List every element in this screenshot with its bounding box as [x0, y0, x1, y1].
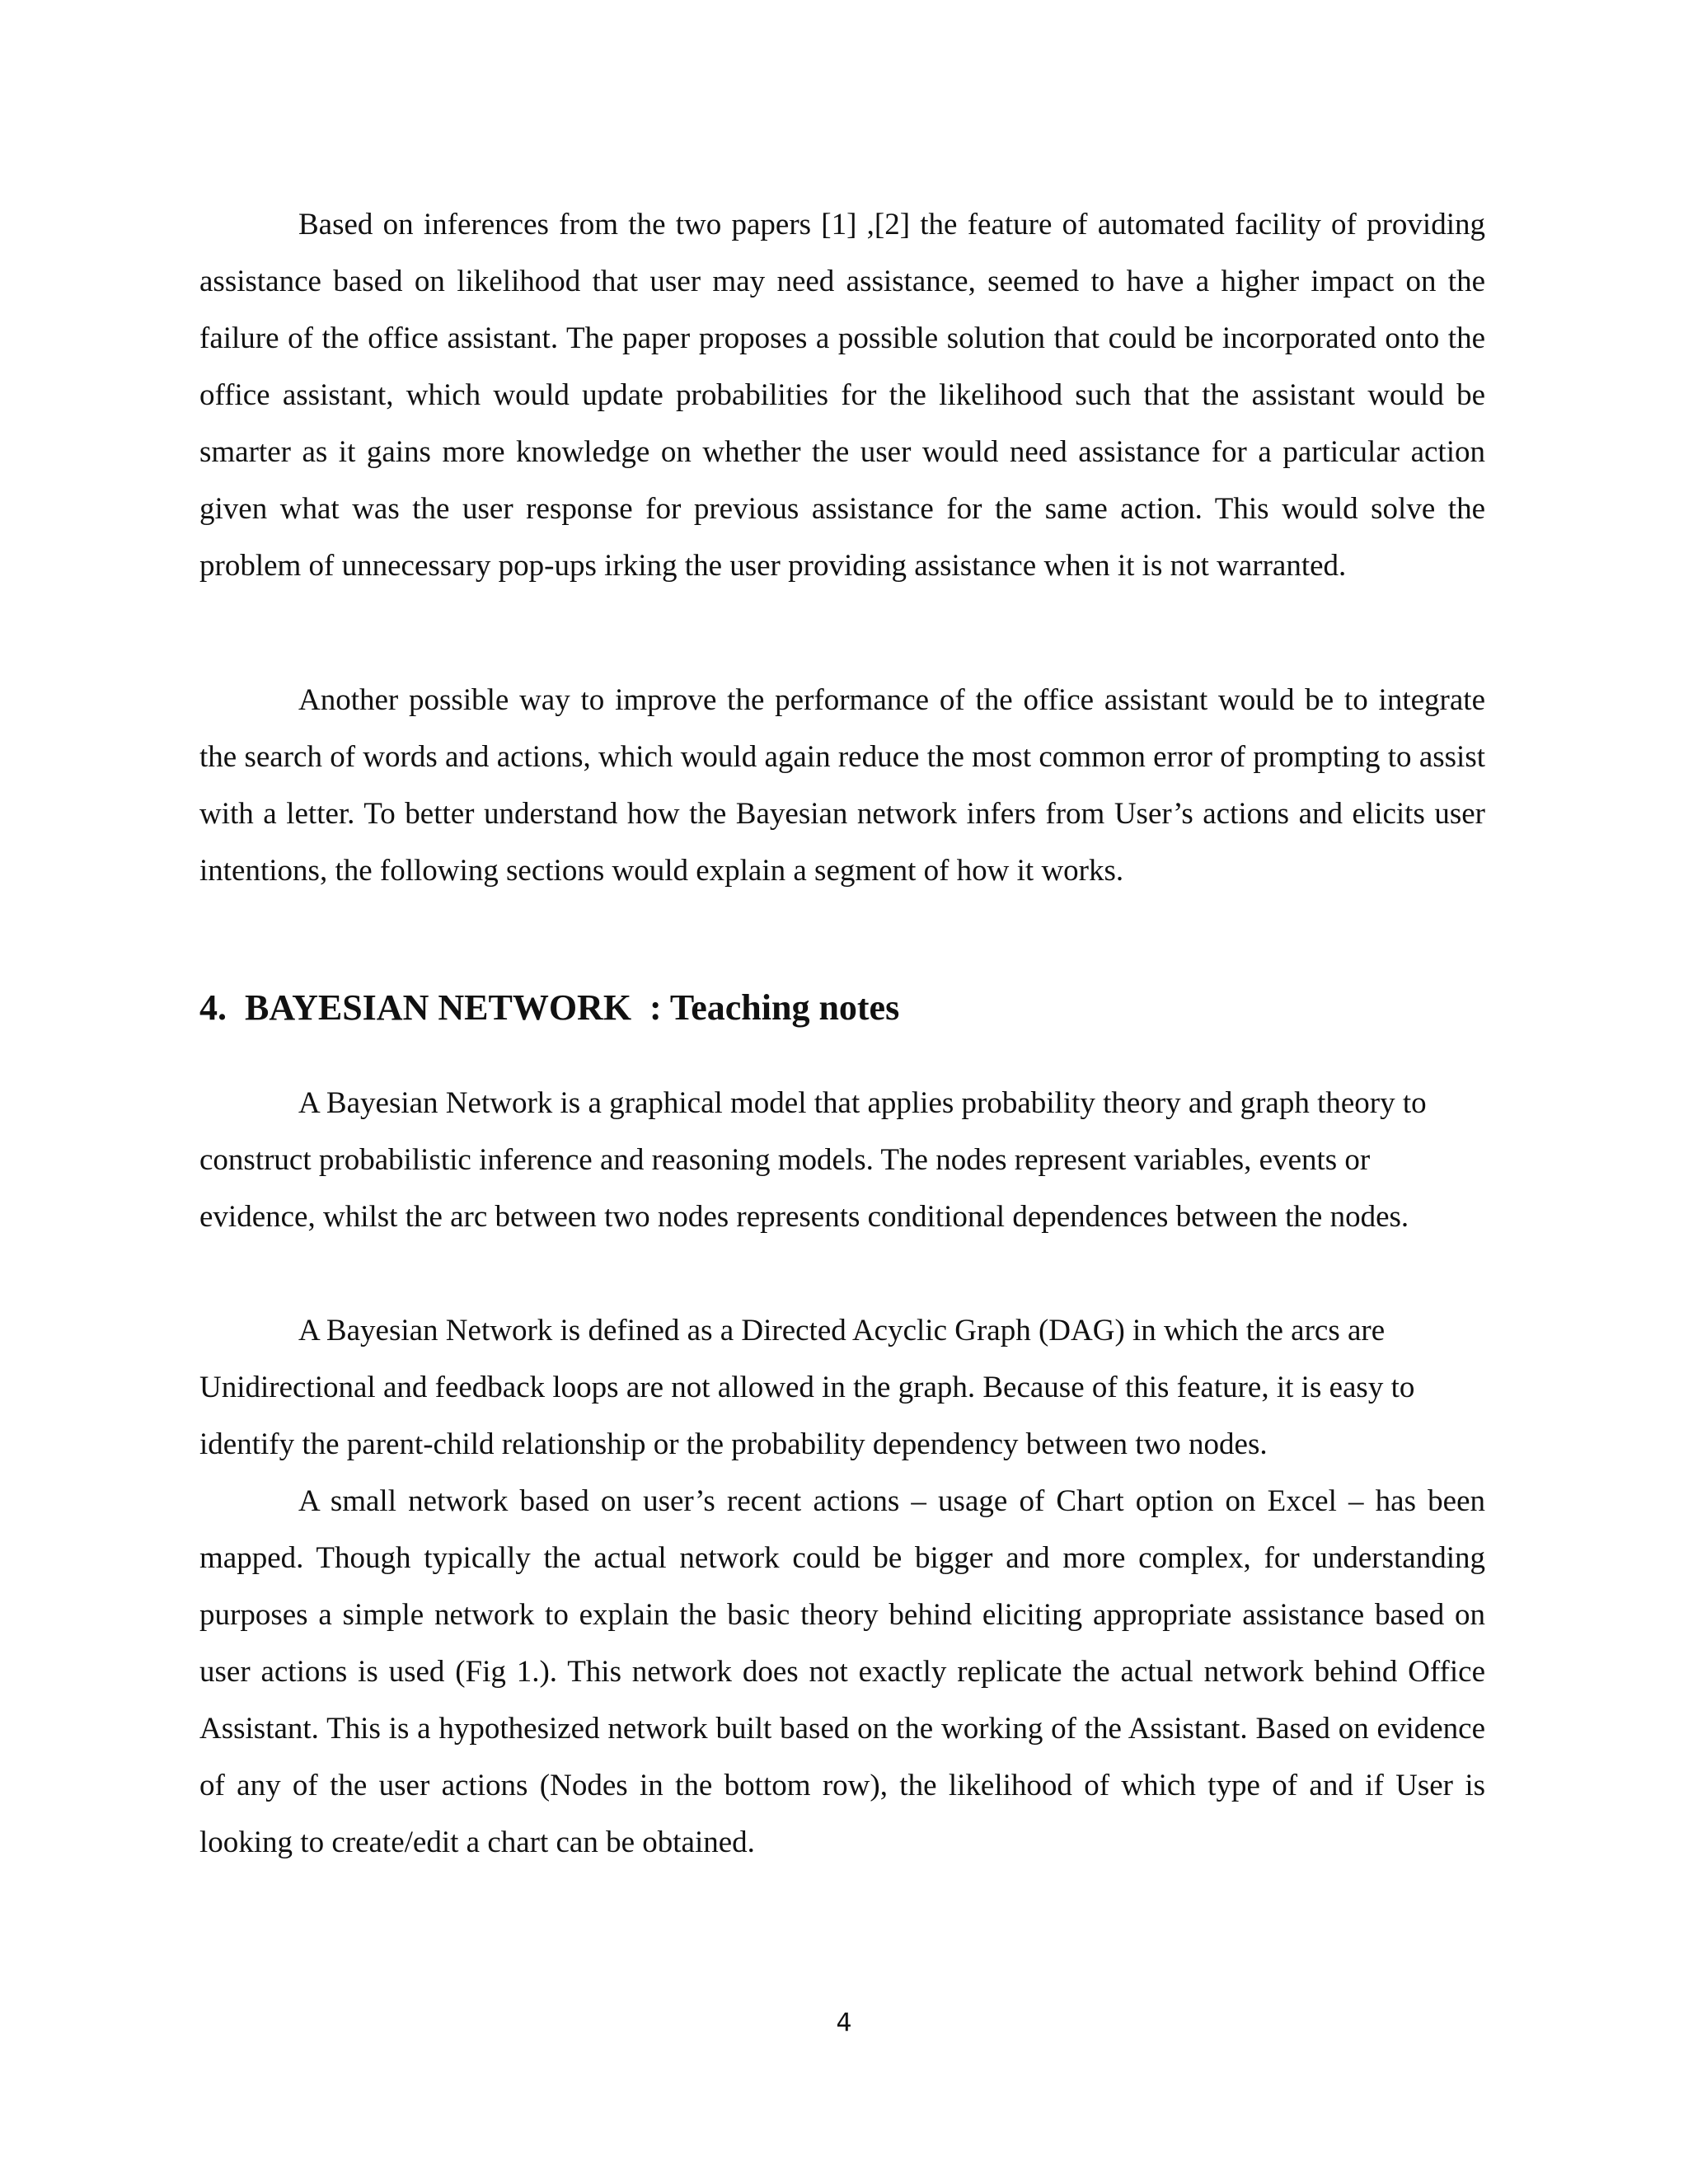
section-heading: 4. BAYESIAN NETWORK : Teaching notes: [199, 987, 900, 1028]
paragraph-small-network: A small network based on user’s recent actions – usage of Chart option on Excel – has been mapped. Though typically the actual network could be bigger and more complex, for understanding purposes a simple network to explain the basic theory behind eliciting appropriate assistance based on user actions is used (Fig 1.). This network does not exactly replicate the actual network behind Office Assistant. This is a hypothesized network built based on the working of the Assistant. Based on evidence of any of the user actions (Nodes in the bottom row), the likelihood of which type of and if User is looking to create/edit a chart can be obtained.: [199, 1484, 1485, 1859]
page-number: 4: [836, 2008, 852, 2037]
paragraph-dag-definition: A Bayesian Network is defined as a Directed Acyclic Graph (DAG) in which the arcs are Unidirectional and feedback loops are not allowed in the graph. Because of this feature, it is easy to identify the parent-child relationship or the probability dependency between two nodes.: [199, 1314, 1415, 1461]
paragraph-bayesian-definition: A Bayesian Network is a graphical model that applies probability theory and graph theory to construct probabilistic inference and reasoning models. The nodes represent variables, events or evidence, whilst the arc between two nodes represents conditional dependences between the nodes.: [199, 1086, 1427, 1234]
paragraph-improve-performance: Another possible way to improve the performance of the office assistant would be to integrate the search of words and actions, which would again reduce the most common error of prompting to assist with a letter. To better understand how the Bayesian network infers from User’s actions and elicits user intentions, the following sections would explain a segment of how it works.: [199, 683, 1485, 888]
paragraph-automated-assistance: Based on inferences from the two papers [1] ,[2] the feature of automated facility of providing assistance based on likelihood that user may need assistance, seemed to have a higher impact on the failure of the office assistant. The paper proposes a possible solution that could be incorporated onto the office assistant, which would update probabilities for the likelihood such that the assistant would be smarter as it gains more knowledge on whether the user would need assistance for a particular action given what was the user response for previous assistance for the same action. This would solve the problem of unnecessary pop-ups irking the user providing assistance when it is not warranted.: [199, 208, 1485, 583]
